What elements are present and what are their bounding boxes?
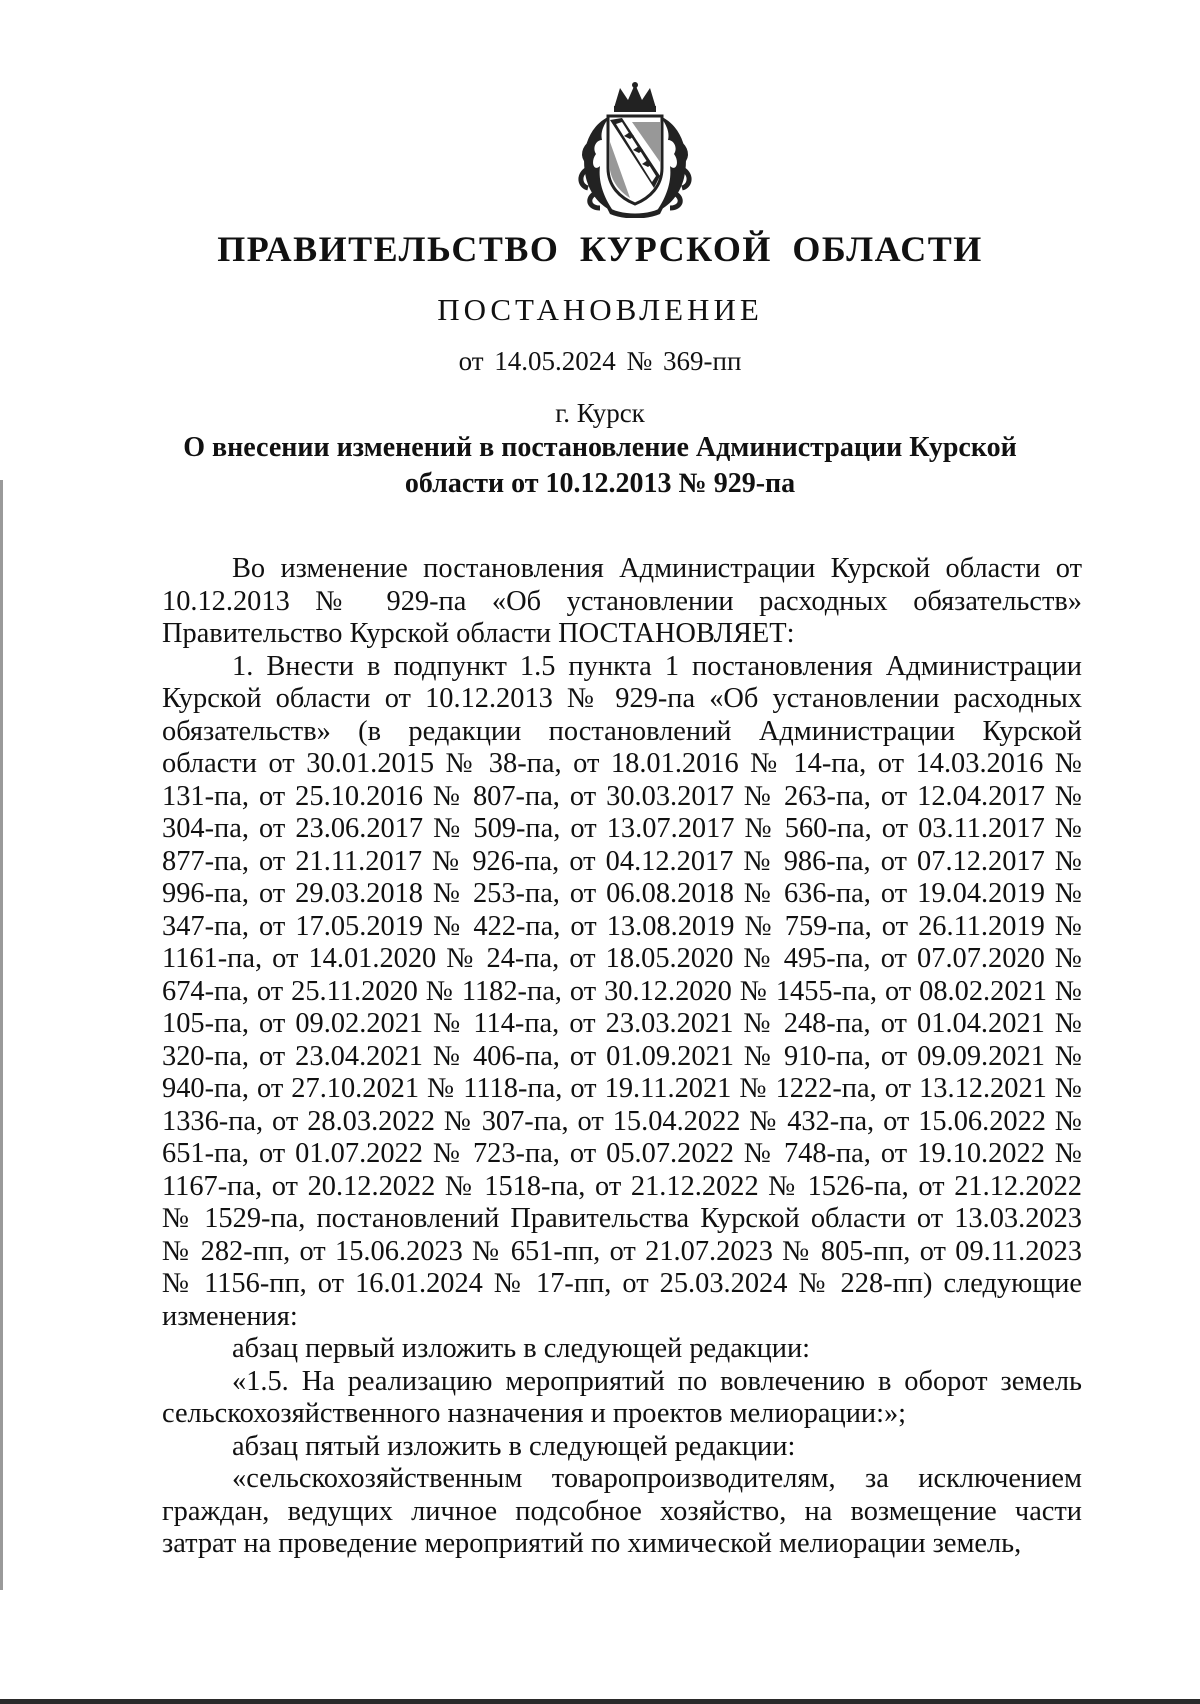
- document-date: 14.05.2024: [494, 346, 616, 376]
- paragraph: абзац первый изложить в следующей редакции:: [232, 1333, 811, 1364]
- paragraph: «1.5. На реализацию мероприятий по вовлечению в оборот земель сельскохозяйственного назначения и проектов мелиорации:»;: [162, 1365, 1082, 1429]
- document-type: ПОСТАНОВЛЕНИЕ: [437, 292, 763, 327]
- subject-heading: [180, 430, 1020, 502]
- subject-line-1: О внесении изменений в постановление Администрации Курской: [183, 432, 1017, 463]
- subject-line-2: области от 10.12.2013 № 929-па: [404, 468, 796, 499]
- scan-edge-bottom: [0, 1699, 1200, 1704]
- paragraph: Во изменение постановления Администрации Курской области от 10.12.2013 № 929-па «Об установлении расходных обязательств» Правительство Курской области ПОСТАНОВЛЯЕТ:: [162, 553, 1082, 649]
- paragraph: 1. Внести в подпункт 1.5 пункта 1 постановления Администрации Курской области от 10.12.2013 № 929-па «Об установлении расходных обязательств» (в редакции постановлений Администрации Курской области от 30.01.2015 № 38-па, от 18.01.2016 № 14-па, от 14.03.2016 № 131-па, от 25.10.2016 № 807-па, от 30.03.2017 № 263-па, от 12.04.2017 № 304-па, от 23.06.2017 № 509-па, от 13.07.2017 № 560-па, от 03.11.2017 № 877-па, от 21.11.2017 № 926-па, от 04.12.2017 № 986-па, от 07.12.2017 № 996-па, от 29.03.2018 № 253-па, от 06.08.2018 № 636-па, от 19.04.2019 № 347-па, от 17.05.2019 № 422-па, от 13.08.2019 № 759-па, от 26.11.2019 № 1161-па, от 14.01.2020 № 24-па, от 18.05.2020 № 495-па, от 07.07.2020 № 674-па, от 25.11.2020 № 1182-па, от 30.12.2020 № 1455-па, от 08.02.2021 № 105-па, от 09.02.2021 № 114-па, от 23.03.2021 № 248-па, от 01.04.2021 № 320-па, от 23.04.2021 № 406-па, от 01.09.2021 № 910-па, от 09.09.2021 № 940-па, от 27.10.2021 № 1118-па, от 19.11.2021 № 1222-па, от 13.12.2021 № 1336-па, от 28.03.2022 № 307-па, от 15.04.2022 № 432-па, от 15.06.2022 № 651-па, от 01.07.2022 № 723-па, от 05.07.2022 № 748-па, от 19.10.2022 № 1167-па, от 20.12.2022 № 1518-па, от 21.12.2022 № 1526-па, от 21.12.2022 № 1529-па, постановлений Правительства Курской области от 13.03.2023 № 282-пп, от 15.06.2023 № 651-пп, от 21.07.2023 № 805-пп, от 09.11.2023 № 1156-пп, от 16.01.2024 № 17-пп, от 25.03.2024 № 228-пп) следующие изменения:: [162, 650, 1082, 1332]
- scan-edge-left: [0, 480, 3, 1590]
- date-prefix: от: [458, 346, 484, 376]
- organization-title: ПРАВИТЕЛЬСТВО КУРСКОЙ ОБЛАСТИ: [217, 229, 983, 269]
- coat-of-arms-icon: [570, 82, 700, 218]
- paragraph: «сельскохозяйственным товаропроизводителям, за исключением граждан, ведущих личное подсобное хозяйство, на возмещение части затрат на проведение мероприятий по химической мелиорации земель,: [162, 1463, 1082, 1559]
- document-body: [162, 553, 1082, 1561]
- city: г. Курск: [555, 398, 645, 428]
- date-line: [0, 346, 1200, 377]
- paragraph: абзац пятый изложить в следующей редакции:: [232, 1430, 796, 1462]
- document-number: № 369-пп: [626, 346, 742, 376]
